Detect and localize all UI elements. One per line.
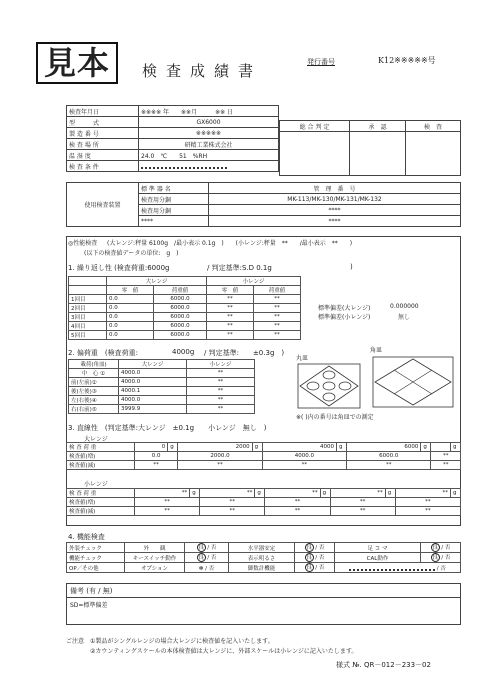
- issue-number-label: 発行番号: [307, 58, 335, 66]
- table-row: [67, 553, 461, 563]
- row-label: 検査値(減): [67, 461, 135, 470]
- cell: 4000.1: [119, 387, 187, 396]
- cell: **: [135, 498, 200, 507]
- cell: 2000.0: [178, 452, 262, 461]
- cell: 6000.0: [154, 313, 207, 322]
- equipment-col2: 管 理 番 号: [209, 183, 461, 194]
- row-label: 前(左前)②: [69, 378, 119, 387]
- repeat-close-paren: ): [350, 263, 353, 271]
- check-item: 外 観: [125, 543, 185, 553]
- issue-number-value: K12※※※※※号: [378, 56, 436, 65]
- row-label: 5回目: [69, 331, 107, 340]
- info-label: 型 式: [67, 117, 139, 128]
- cell: 4000.0: [119, 396, 187, 405]
- ng-option: 否: [208, 565, 215, 572]
- ok-circled: 良: [306, 544, 313, 551]
- square-plate-label: 角皿: [370, 347, 383, 354]
- cell: 6000.0: [154, 304, 207, 313]
- check-result[interactable]: 良 / 否: [421, 543, 461, 553]
- cell: **: [395, 507, 460, 516]
- table-row: [69, 322, 301, 331]
- check-result[interactable]: 良 / 否: [185, 553, 229, 563]
- cell: **: [135, 461, 178, 470]
- row-label: 3回目: [69, 313, 107, 322]
- remarks-label: 備考 (有 / 無): [70, 587, 113, 595]
- unit-note: (以下の検査値データの単位: g ): [84, 250, 179, 257]
- judgement-label: 総 合 判 定: [280, 121, 350, 132]
- cell: 6000.0: [154, 331, 207, 340]
- cell: 4000.0: [262, 452, 346, 461]
- row-label: 右(右前)⑤: [69, 405, 119, 414]
- cell: 6000.0: [154, 322, 207, 331]
- approval-label: 承 認: [350, 121, 406, 132]
- cell: **: [253, 313, 300, 322]
- check-result[interactable]: 良 / 否: [185, 543, 229, 553]
- check-item: CAL動作: [335, 553, 421, 563]
- cell: **: [330, 498, 395, 507]
- row-label: OP／その他: [67, 563, 125, 573]
- col-header: 荷重値: [154, 286, 207, 295]
- row-label: 機能チェック: [67, 553, 125, 563]
- table-row: [69, 369, 255, 378]
- ok-circled: 良: [306, 564, 313, 571]
- redacted-scribble: [349, 566, 435, 571]
- row-label: 後(左後)③: [69, 387, 119, 396]
- function-table: [66, 542, 461, 573]
- redacted-cell: / 否: [335, 563, 461, 573]
- cell: **: [178, 461, 262, 470]
- equipment-table: [66, 182, 461, 227]
- check-item: キースイッチ動作: [125, 553, 185, 563]
- ng-option: 否: [444, 545, 451, 551]
- remarks-box: [66, 583, 461, 625]
- ng-option: 否: [318, 545, 325, 551]
- cell: **: [206, 304, 253, 313]
- unit: g: [252, 443, 262, 452]
- cell: 6000.0: [154, 295, 207, 304]
- cell: 0.0: [107, 304, 154, 313]
- col-header: 荷重値: [253, 286, 300, 295]
- cell: **: [187, 387, 255, 396]
- cell: **: [347, 461, 431, 470]
- sd-small-label: 標準偏差(小レンジ): [318, 314, 371, 321]
- ng-option: 否: [318, 565, 325, 571]
- unit: g: [168, 443, 178, 452]
- check-result[interactable]: 良 / 否: [295, 563, 335, 573]
- info-value: ※※※※ 年 ※※月 ※※ 日: [139, 106, 279, 117]
- performance-title: ◎性能検査: [68, 240, 98, 247]
- repeat-criteria: / 判定基準:S.D 0.1g: [207, 264, 272, 272]
- unit: g: [320, 489, 330, 498]
- equipment-name: ****: [139, 216, 209, 227]
- table-row: [67, 507, 461, 516]
- row-label: 中 心 ①: [69, 369, 119, 378]
- linearity-title: 3. 直線性 (判定基準:大レンジ ±0.1g 小レンジ 無し ): [68, 424, 267, 432]
- cell: **: [206, 313, 253, 322]
- table-row: [69, 295, 301, 304]
- ng-option: 否: [210, 555, 217, 561]
- check-result[interactable]: 良 / 否: [421, 553, 461, 563]
- cell: 4000.0: [119, 378, 187, 387]
- table-row: [67, 489, 461, 498]
- cell: **: [330, 507, 395, 516]
- linearity-big-range: 大レンジ: [84, 436, 108, 443]
- ng-option: 否: [318, 555, 325, 561]
- cell: **: [135, 507, 200, 516]
- notes-line-1: ①製品がシングルレンジの場合大レンジに検査値を記入いたします。: [90, 638, 274, 645]
- approval-table: [279, 120, 461, 176]
- repeat-title: 1. 繰り返し性 (検査荷重:6000g: [68, 264, 170, 272]
- sd-big-value: 0.000000: [390, 303, 419, 310]
- table-row: [67, 498, 461, 507]
- info-label: 検査年月日: [67, 106, 139, 117]
- cell: 4000: [262, 443, 336, 452]
- ng-option: 否: [210, 545, 217, 551]
- unit: g: [385, 489, 395, 498]
- ng-option: 否: [440, 565, 446, 572]
- cell: **: [187, 378, 255, 387]
- cell: 0.0: [107, 322, 154, 331]
- function-title: 4. 機能検査: [68, 533, 105, 541]
- row-label: 4回目: [69, 322, 107, 331]
- cell: **: [431, 461, 461, 470]
- col-header: 零 値: [206, 286, 253, 295]
- eccentric-table: [68, 359, 255, 414]
- info-value: 24.0 ℃ 51 %RH: [139, 150, 279, 161]
- table-row: [67, 443, 461, 452]
- cell: **: [253, 331, 300, 340]
- info-table: [66, 105, 279, 172]
- equipment-id: MK-113/MK-130/MK-131/MK-132: [209, 194, 461, 205]
- table-row: [69, 387, 255, 396]
- row-label: 左(右後)④: [69, 396, 119, 405]
- row-label: 検 査 荷 重: [67, 443, 135, 452]
- notes-title: ご注意: [66, 638, 85, 645]
- cell: **: [187, 396, 255, 405]
- table-row: [69, 304, 301, 313]
- table-row: [69, 396, 255, 405]
- info-label: 製 造 番 号: [67, 128, 139, 139]
- col-header: 大レンジ: [119, 360, 187, 369]
- cell: **: [265, 489, 320, 498]
- cell: 0.0: [107, 331, 154, 340]
- cell: [431, 443, 451, 452]
- ng-option: 否: [444, 555, 451, 561]
- round-plate-label: 丸皿: [296, 355, 309, 362]
- unit: g: [255, 489, 265, 498]
- row-label: 2回目: [69, 304, 107, 313]
- cell: 6000: [347, 443, 421, 452]
- cell: **: [200, 489, 255, 498]
- unit: g: [421, 443, 431, 452]
- cell: 2000: [178, 443, 252, 452]
- info-value: 研精工業株式会社: [139, 139, 279, 150]
- info-label: 検 査 場 所: [67, 139, 139, 150]
- cell: **: [395, 489, 450, 498]
- cell: **: [265, 507, 330, 516]
- notes-line-2: ②カウンティングスケールの本体検査値は大レンジに、外部スケールは小レンジに記入いたします。: [90, 648, 358, 655]
- cell: **: [206, 295, 253, 304]
- info-label: 温 湿 度: [67, 150, 139, 161]
- table-row: [69, 313, 301, 322]
- cell: **: [206, 331, 253, 340]
- performance-spec: (大レンジ:秤量 6100g /最小表示 0.1g ) (小レンジ:秤量 ** /最小表示 ** ): [107, 240, 353, 247]
- cell: **: [431, 452, 461, 461]
- divider: [66, 597, 461, 598]
- check-result[interactable]: 良 / 否: [295, 553, 335, 563]
- cell: **: [200, 507, 265, 516]
- inspection-box: [406, 132, 461, 176]
- big-range-header: 大レンジ: [107, 277, 207, 286]
- equipment-name: 検査用分銅: [139, 205, 209, 216]
- col-header: 小レンジ: [187, 360, 255, 369]
- row-label: 外装チェック: [67, 543, 125, 553]
- cell: 0.0: [107, 295, 154, 304]
- ok-circled: 良: [432, 554, 439, 561]
- cell: **: [200, 498, 265, 507]
- info-value: GX6000: [139, 117, 279, 128]
- row-label: 検 査 荷 重: [67, 489, 135, 498]
- table-row: [69, 331, 301, 340]
- info-label: 検 査 条 件: [67, 161, 139, 172]
- table-row: [67, 452, 461, 461]
- sd-small-value: 無し: [398, 314, 411, 321]
- cell: 0.0: [107, 313, 154, 322]
- check-result[interactable]: ✻ / 否: [185, 563, 229, 573]
- row-label: 検査値(増): [67, 452, 135, 461]
- equipment-col1: 標 準 器 名: [139, 183, 209, 194]
- equipment-name: 検査用分銅: [139, 194, 209, 205]
- round-plate-diagram: [296, 362, 366, 412]
- linearity-small-range: 小レンジ: [84, 481, 108, 488]
- square-plate-diagram: [370, 354, 458, 412]
- check-item: 足 コ マ: [335, 543, 421, 553]
- ok-circled: 良: [198, 544, 205, 551]
- sd-big-label: 標準偏差(大レンジ): [318, 305, 371, 312]
- cell: **: [253, 295, 300, 304]
- small-range-header: 小レンジ: [206, 277, 300, 286]
- unit: g: [451, 443, 461, 452]
- repeat-table: [68, 276, 301, 340]
- check-item: 御数計機能: [229, 563, 295, 573]
- cell: **: [262, 461, 346, 470]
- eccentric-title: 2. 偏荷重 (検査荷重:: [68, 349, 138, 357]
- eccentric-criteria: / 判定基準: ±0.3g ): [204, 349, 285, 357]
- info-value: ※※※※※: [139, 128, 279, 139]
- form-number: 様式 №. QR－012－233－02: [336, 661, 431, 669]
- eccentric-note: ※( )内の番号は角皿での測定: [296, 414, 374, 421]
- redacted-scribble: [141, 164, 227, 169]
- cell: **: [330, 489, 385, 498]
- unit: g: [190, 489, 200, 498]
- row-label: 検査値(減): [67, 507, 135, 516]
- info-value: [139, 161, 279, 172]
- equipment-id: ****: [209, 216, 461, 227]
- cell: **: [395, 498, 460, 507]
- approval-box: [350, 132, 406, 176]
- cell: 6000.0: [347, 452, 431, 461]
- check-result[interactable]: 良 / 否: [295, 543, 335, 553]
- table-row: [69, 405, 255, 414]
- row-label: 1回目: [69, 295, 107, 304]
- equipment-label: 使用検査装置: [67, 183, 139, 227]
- inspection-label: 検 査: [406, 121, 461, 132]
- judgement-box: [280, 132, 350, 176]
- cell: **: [253, 304, 300, 313]
- ok-circled: 良: [432, 544, 439, 551]
- ok-circled: 良: [198, 554, 205, 561]
- table-row: [67, 461, 461, 470]
- check-item: オプション: [125, 563, 185, 573]
- table-row: [67, 543, 461, 553]
- equipment-id: ****: [209, 205, 461, 216]
- unit: g: [451, 489, 461, 498]
- cell: 0: [135, 443, 168, 452]
- check-item: 水平器安定: [229, 543, 295, 553]
- cell: **: [187, 369, 255, 378]
- cell: **: [187, 405, 255, 414]
- sample-stamp: 見本: [36, 42, 118, 84]
- cell: 3999.9: [119, 405, 187, 414]
- cell: 0.0: [135, 452, 178, 461]
- remarks-text: SD=標準偏差: [70, 602, 108, 609]
- col-header: 零 値: [107, 286, 154, 295]
- cell: **: [135, 489, 190, 498]
- table-row: [69, 378, 255, 387]
- linearity-big-table: [66, 442, 461, 470]
- cell: **: [253, 322, 300, 331]
- document-title: 検査成績書: [142, 62, 263, 80]
- row-label: 検査値(増): [67, 498, 135, 507]
- check-item: 表示明るさ: [229, 553, 295, 563]
- cell: **: [265, 498, 330, 507]
- cell: **: [206, 322, 253, 331]
- table-row: [67, 563, 461, 573]
- ok-circled: 良: [306, 554, 313, 561]
- unit: g: [337, 443, 347, 452]
- linearity-small-table: [66, 488, 461, 516]
- cell: 4000.0: [119, 369, 187, 378]
- eccentric-load: 4000g: [172, 348, 195, 356]
- col-header: 載荷(角皿): [69, 360, 119, 369]
